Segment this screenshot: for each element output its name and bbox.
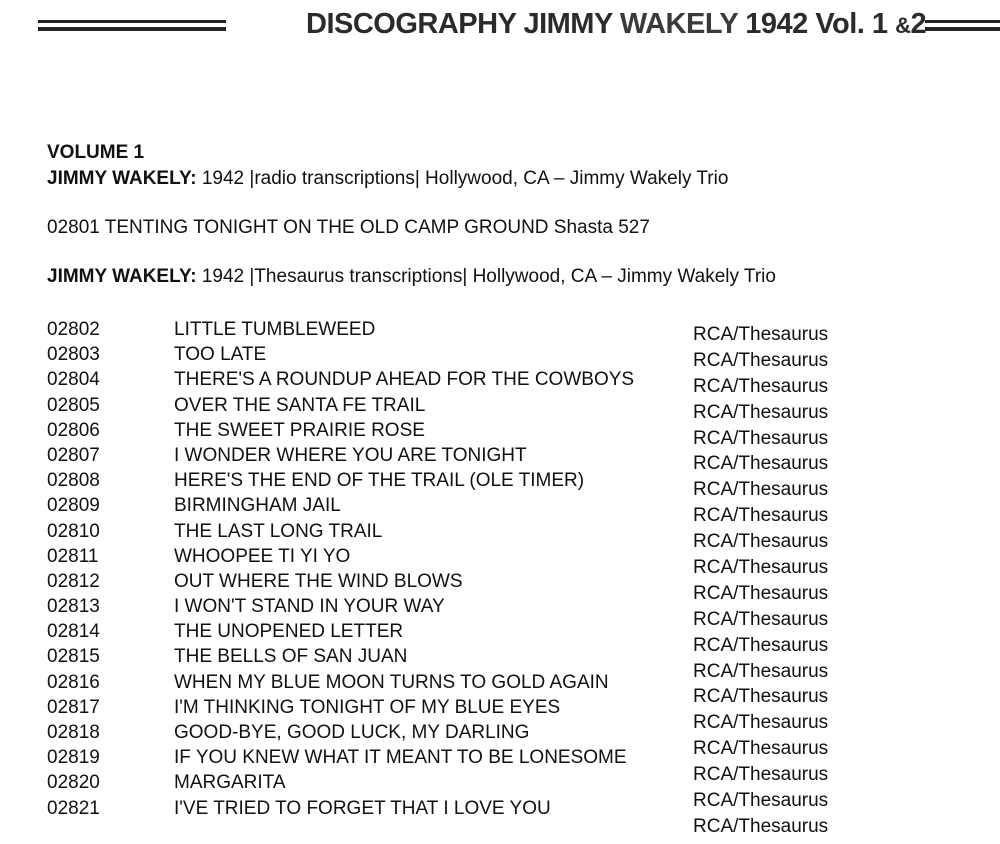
session-details: 1942 |radio transcriptions| Hollywood, CA – Jimmy Wakely Trio — [196, 168, 729, 189]
header-rule-right — [925, 20, 1000, 30]
record-label: RCA/Thesaurus — [693, 453, 829, 475]
track-title: WHOOPEE TI YI YO — [174, 545, 351, 567]
title-amp: & — [895, 13, 911, 38]
track-row — [47, 747, 687, 772]
session-artist: JIMMY WAKELY: — [47, 168, 197, 189]
record-label: RCA/Thesaurus — [693, 505, 829, 527]
track-row — [47, 722, 687, 747]
session-artist: JIMMY WAKELY: — [47, 266, 197, 287]
track-row — [47, 596, 687, 621]
volume-heading: VOLUME 1 — [47, 142, 145, 163]
record-label: RCA/Thesaurus — [693, 738, 829, 760]
track-row — [47, 369, 687, 394]
track-title: THE LAST LONG TRAIL — [174, 520, 383, 542]
track-title: THERE'S A ROUNDUP AHEAD FOR THE COWBOYS — [174, 369, 635, 391]
track-row — [47, 344, 687, 369]
track-row — [47, 445, 687, 470]
track-title: THE UNOPENED LETTER — [174, 621, 404, 643]
track-title: OUT WHERE THE WIND BLOWS — [174, 570, 463, 592]
track-number: 02803 — [47, 344, 100, 366]
session-info-thesaurus — [47, 266, 776, 288]
track-row — [47, 672, 687, 697]
title-main: DISCOGRAPHY JIMMY — [306, 8, 613, 40]
track-row — [47, 521, 687, 546]
track-title: WHEN MY BLUE MOON TURNS TO GOLD AGAIN — [174, 671, 609, 693]
record-label: RCA/Thesaurus — [693, 375, 829, 397]
track-number: 02811 — [47, 545, 99, 567]
track-row — [47, 772, 687, 797]
record-label: RCA/Thesaurus — [693, 557, 829, 579]
track-row — [47, 420, 687, 445]
track-row — [47, 697, 687, 722]
track-number: 02805 — [47, 394, 100, 416]
track-number: 02820 — [47, 772, 100, 794]
record-label: RCA/Thesaurus — [693, 401, 829, 423]
track-number: 02804 — [47, 369, 100, 391]
record-label: RCA/Thesaurus — [693, 479, 829, 501]
track-row — [47, 319, 687, 344]
track-number: 02821 — [47, 797, 100, 819]
track-number: 02819 — [47, 747, 100, 769]
label-list — [693, 324, 828, 842]
track-title: TOO LATE — [174, 344, 267, 366]
record-label: RCA/Thesaurus — [693, 634, 829, 656]
track-row — [47, 470, 687, 495]
track-title: MARGARITA — [174, 772, 286, 794]
title-vol2: 2 — [910, 8, 927, 40]
track-row — [47, 571, 687, 596]
track-number: 02807 — [47, 444, 100, 466]
track-number: 02814 — [47, 621, 100, 643]
track-number: 02808 — [47, 470, 100, 492]
track-number: 02815 — [47, 646, 100, 668]
track-title: OVER THE SANTA FE TRAIL — [174, 394, 426, 416]
track-number: 02802 — [47, 319, 100, 340]
track-row — [47, 798, 687, 823]
title-year-vol: 1942 Vol. 1 — [745, 8, 888, 40]
record-label: RCA/Thesaurus — [693, 582, 829, 604]
record-label: RCA/Thesaurus — [693, 815, 829, 837]
record-label: RCA/Thesaurus — [693, 324, 829, 345]
record-label: RCA/Thesaurus — [693, 764, 829, 786]
track-title: I WONDER WHERE YOU ARE TONIGHT — [174, 444, 527, 466]
track-title: BIRMINGHAM JAIL — [174, 495, 341, 517]
session-info-radio — [47, 168, 728, 190]
track-number: 02812 — [47, 570, 100, 592]
track-title: I'VE TRIED TO FORGET THAT I LOVE YOU — [174, 797, 551, 819]
title-name: WAKELY — [619, 8, 738, 40]
track-number: 02809 — [47, 495, 100, 517]
record-label: RCA/Thesaurus — [693, 660, 829, 682]
single-track: 02801 TENTING TONIGHT ON THE OLD CAMP GROUND Shasta 527 — [47, 217, 650, 238]
track-title: I'M THINKING TONIGHT OF MY BLUE EYES — [174, 696, 561, 718]
track-row — [47, 546, 687, 571]
record-label: RCA/Thesaurus — [693, 608, 829, 630]
record-label: RCA/Thesaurus — [693, 531, 829, 553]
track-number: 02818 — [47, 722, 100, 743]
track-row — [47, 646, 687, 671]
track-title: THE SWEET PRAIRIE ROSE — [174, 419, 425, 441]
record-label: RCA/Thesaurus — [693, 427, 829, 449]
page-title — [306, 8, 927, 41]
record-label: RCA/Thesaurus — [693, 790, 829, 812]
track-row — [47, 495, 687, 520]
track-title: THE BELLS OF SAN JUAN — [174, 646, 408, 668]
session-details: 1942 |Thesaurus transcriptions| Hollywood, CA – Jimmy Wakely Trio — [196, 266, 776, 287]
track-number: 02817 — [47, 696, 100, 718]
record-label: RCA/Thesaurus — [693, 349, 829, 371]
record-label: RCA/Thesaurus — [693, 712, 829, 734]
track-title: IF YOU KNEW WHAT IT MEANT TO BE LONESOME — [174, 747, 627, 769]
header-rule-left — [38, 20, 226, 30]
track-number: 02816 — [47, 671, 100, 693]
record-label: RCA/Thesaurus — [693, 686, 829, 708]
track-title: LITTLE TUMBLEWEED — [174, 319, 376, 340]
track-title: I WON'T STAND IN YOUR WAY — [174, 596, 445, 618]
track-row — [47, 621, 687, 646]
track-row — [47, 395, 687, 420]
track-number: 02810 — [47, 520, 100, 542]
track-title: HERE'S THE END OF THE TRAIL (OLE TIMER) — [174, 470, 585, 492]
track-title: GOOD-BYE, GOOD LUCK, MY DARLING — [174, 722, 530, 743]
track-number: 02806 — [47, 419, 100, 441]
track-number: 02813 — [47, 596, 100, 618]
track-list — [47, 319, 687, 823]
